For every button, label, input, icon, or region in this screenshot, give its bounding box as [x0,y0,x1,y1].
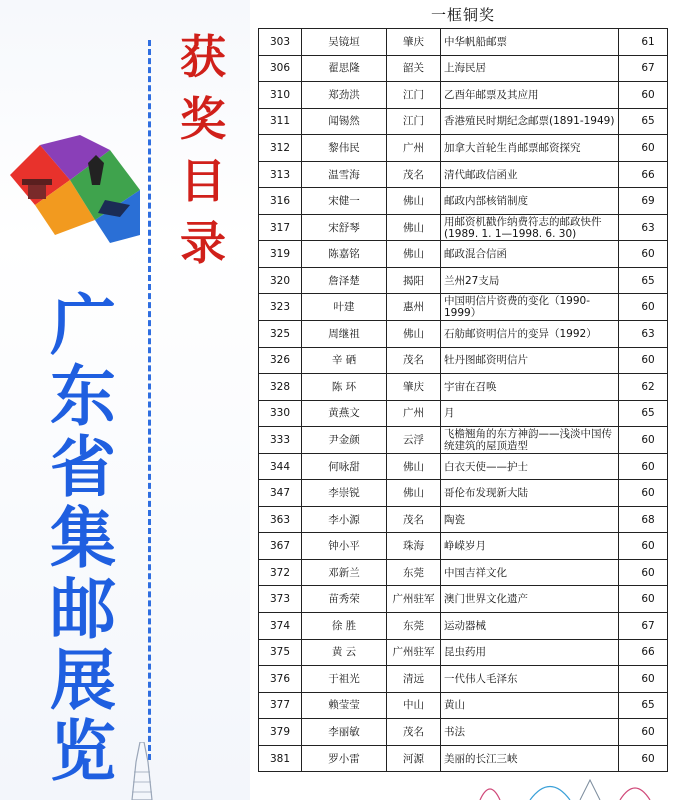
exhibit-score [619,347,668,374]
entry-number: 310 [259,82,302,109]
table-row [259,453,668,480]
exhibit-title: 书法 [441,719,619,746]
exhibitor-name: 苗秀荣 [302,586,387,613]
exhibitor-city: 佛山 [387,321,441,348]
exhibit-title: 美丽的长江三峡 [441,745,619,772]
entry-number: 312 [259,135,302,162]
table-row [259,586,668,613]
exhibitor-city: 惠州 [387,294,441,321]
exhibitor-city: 佛山 [387,188,441,215]
table-row [259,241,668,268]
exhibitor-name: 周继祖 [302,321,387,348]
exhibit-score [619,161,668,188]
exhibitor-city: 韶关 [387,55,441,82]
table-heading: 一框铜奖 [430,6,495,24]
table-row [259,188,668,215]
table-row [259,692,668,719]
exhibition-logo-icon [0,135,145,245]
score-value: 60 [641,725,655,738]
exhibitor-name: 尹金颜 [302,427,387,454]
exhibitor-city: 揭阳 [387,267,441,294]
table-row [259,214,668,241]
exhibit-title: 兰州27支局 [441,267,619,294]
exhibit-title: 飞檐翘角的东方神韵——浅淡中国传统建筑的屋顶造型 [441,427,619,454]
score-value: 62 [641,380,655,393]
table-row [259,745,668,772]
exhibit-title: 宇宙在召唤 [441,374,619,401]
exhibit-score [619,719,668,746]
score-value: 60 [641,593,655,606]
exhibit-score [619,586,668,613]
entry-number: 319 [259,241,302,268]
table-row [259,533,668,560]
exhibitor-city: 佛山 [387,480,441,507]
table-row [259,480,668,507]
score-value: 60 [641,248,655,261]
exhibitor-city: 佛山 [387,453,441,480]
entry-number: 377 [259,692,302,719]
exhibit-title: 中华帆船邮票 [441,29,619,56]
entry-number: 376 [259,666,302,693]
exhibitor-city: 江门 [387,108,441,135]
score-value: 60 [641,752,655,765]
score-value: 60 [641,487,655,500]
score-value: 60 [641,672,655,685]
exhibitor-city: 肇庆 [387,29,441,56]
exhibit-title: 邮政内部核销制度 [441,188,619,215]
exhibitor-name: 何咏甜 [302,453,387,480]
exhibit-title: 哥伦布发现新大陆 [441,480,619,507]
score-value: 60 [641,540,655,553]
exhibitor-name: 钟小平 [302,533,387,560]
exhibitor-city: 河源 [387,745,441,772]
table-row [259,719,668,746]
exhibit-score [619,294,668,321]
exhibitor-city: 佛山 [387,241,441,268]
exhibit-title: 牡丹图邮资明信片 [441,347,619,374]
score-value: 68 [641,513,655,526]
exhibitor-city: 珠海 [387,533,441,560]
score-value: 69 [641,195,655,208]
score-value: 60 [641,354,655,367]
exhibit-title: 月 [441,400,619,427]
exhibitor-name: 詹泽楚 [302,267,387,294]
exhibit-title: 用邮资机戳作纳费符志的邮政快件 (1989. 1. 1—1998. 6. 30) [441,214,619,241]
exhibit-score [619,506,668,533]
exhibitor-name: 陈 环 [302,374,387,401]
score-value: 65 [641,115,655,128]
table-row [259,294,668,321]
table-row [259,321,668,348]
exhibit-title: 一代伟人毛泽东 [441,666,619,693]
exhibitor-name: 于祖光 [302,666,387,693]
exhibitor-city: 广州驻军 [387,586,441,613]
table-row [259,400,668,427]
exhibit-score [619,639,668,666]
exhibitor-name: 李丽敏 [302,719,387,746]
exhibit-title: 石舫邮资明信片的变异（1992） [441,321,619,348]
exhibitor-name: 黄 云 [302,639,387,666]
exhibit-score [619,82,668,109]
exhibitor-city: 佛山 [387,214,441,241]
exhibit-score [619,559,668,586]
entry-number: 323 [259,294,302,321]
exhibit-title: 昆虫药用 [441,639,619,666]
table-row [259,108,668,135]
exhibitor-name: 黄燕文 [302,400,387,427]
exhibit-title: 澳门世界文化遗产 [441,586,619,613]
entry-number: 317 [259,214,302,241]
exhibitor-name: 宋舒琴 [302,214,387,241]
exhibitor-name: 李小源 [302,506,387,533]
exhibitor-city: 中山 [387,692,441,719]
score-value: 60 [641,433,655,446]
exhibit-score [619,267,668,294]
score-value: 63 [641,221,655,234]
table-row [259,267,668,294]
exhibit-score [619,480,668,507]
exhibit-score [619,666,668,693]
table-row [259,374,668,401]
exhibit-score [619,692,668,719]
exhibit-title: 乙酉年邮票及其应用 [441,82,619,109]
exhibitor-city: 肇庆 [387,374,441,401]
score-value: 67 [641,619,655,632]
exhibitor-name: 郑劲洪 [302,82,387,109]
entry-number: 328 [259,374,302,401]
entry-number: 373 [259,586,302,613]
score-value: 60 [641,141,655,154]
table-row [259,55,668,82]
entry-number: 306 [259,55,302,82]
exhibitor-city: 茂名 [387,347,441,374]
entry-number: 330 [259,400,302,427]
exhibitor-city: 江门 [387,82,441,109]
exhibit-score [619,321,668,348]
exhibit-score [619,745,668,772]
canton-tower-icon [112,742,182,800]
exhibitor-city: 东莞 [387,559,441,586]
table-row [259,559,668,586]
score-value: 66 [641,168,655,181]
table-row [259,427,668,454]
entry-number: 374 [259,613,302,640]
award-list-title: 获奖目录 [180,30,226,270]
dashed-divider [148,40,151,760]
exhibit-score [619,188,668,215]
entry-number: 381 [259,745,302,772]
exhibitor-name: 黎伟民 [302,135,387,162]
entry-number: 347 [259,480,302,507]
table-row [259,347,668,374]
exhibitor-name: 邓新兰 [302,559,387,586]
entry-number: 325 [259,321,302,348]
exhibitor-city: 广州 [387,135,441,162]
exhibitor-name: 温雪海 [302,161,387,188]
exhibit-title: 加拿大首轮生肖邮票邮资探究 [441,135,619,162]
score-value: 60 [641,460,655,473]
award-table-body [259,29,668,772]
exhibitor-name: 赖莹莹 [302,692,387,719]
exhibitor-city: 茂名 [387,506,441,533]
table-row [259,639,668,666]
exhibitor-name: 辛 硒 [302,347,387,374]
exhibit-score [619,427,668,454]
exhibitor-city: 茂名 [387,719,441,746]
exhibitor-name: 宋健一 [302,188,387,215]
score-value: 61 [641,35,655,48]
exhibit-score [619,55,668,82]
entry-number: 303 [259,29,302,56]
entry-number: 320 [259,267,302,294]
entry-number: 375 [259,639,302,666]
exhibitor-city: 茂名 [387,161,441,188]
exhibit-score [619,613,668,640]
exhibit-score [619,241,668,268]
exhibit-score [619,135,668,162]
score-value: 65 [641,699,655,712]
exhibit-title: 中国明信片资费的变化（1990-1999） [441,294,619,321]
exhibit-title: 邮政混合信函 [441,241,619,268]
exhibitor-name: 吴镜垣 [302,29,387,56]
table-row [259,613,668,640]
exhibitor-name: 叶建 [302,294,387,321]
exhibitor-city: 广州驻军 [387,639,441,666]
exhibit-score [619,374,668,401]
exhibition-title: 广东省集邮展览 [50,287,116,790]
exhibit-score [619,453,668,480]
exhibitor-city: 东莞 [387,613,441,640]
score-value: 63 [641,327,655,340]
entry-number: 313 [259,161,302,188]
exhibit-title: 陶瓷 [441,506,619,533]
exhibit-score [619,108,668,135]
score-value: 65 [641,407,655,420]
score-value: 60 [641,301,655,314]
exhibit-score [619,533,668,560]
exhibit-score [619,29,668,56]
exhibitor-name: 李崇锐 [302,480,387,507]
entry-number: 333 [259,427,302,454]
table-row [259,506,668,533]
exhibitor-name: 闻锡然 [302,108,387,135]
exhibitor-name: 陈嘉铭 [302,241,387,268]
table-row [259,29,668,56]
exhibit-title: 白衣天使——护士 [441,453,619,480]
building-sketch-icon [470,768,670,800]
exhibit-title: 上海民居 [441,55,619,82]
table-row [259,161,668,188]
exhibitor-name: 徐 胜 [302,613,387,640]
entry-number: 311 [259,108,302,135]
entry-number: 367 [259,533,302,560]
award-table [258,28,668,772]
table-row [259,666,668,693]
score-value: 60 [641,88,655,101]
exhibit-score [619,400,668,427]
score-value: 67 [641,62,655,75]
exhibitor-city: 清远 [387,666,441,693]
entry-number: 379 [259,719,302,746]
entry-number: 372 [259,559,302,586]
exhibit-title: 黄山 [441,692,619,719]
exhibitor-city: 云浮 [387,427,441,454]
exhibit-title: 清代邮政信函业 [441,161,619,188]
entry-number: 344 [259,453,302,480]
exhibit-score [619,214,668,241]
score-value: 60 [641,566,655,579]
exhibitor-city: 广州 [387,400,441,427]
table-row [259,82,668,109]
exhibit-title: 峥嵘岁月 [441,533,619,560]
entry-number: 326 [259,347,302,374]
exhibit-title: 运动器械 [441,613,619,640]
entry-number: 363 [259,506,302,533]
exhibitor-name: 罗小雷 [302,745,387,772]
exhibit-title: 香港殖民时期纪念邮票(1891-1949) [441,108,619,135]
exhibit-title: 中国吉祥文化 [441,559,619,586]
exhibitor-name: 翟思隆 [302,55,387,82]
table-row [259,135,668,162]
entry-number: 316 [259,188,302,215]
score-value: 66 [641,646,655,659]
score-value: 65 [641,274,655,287]
